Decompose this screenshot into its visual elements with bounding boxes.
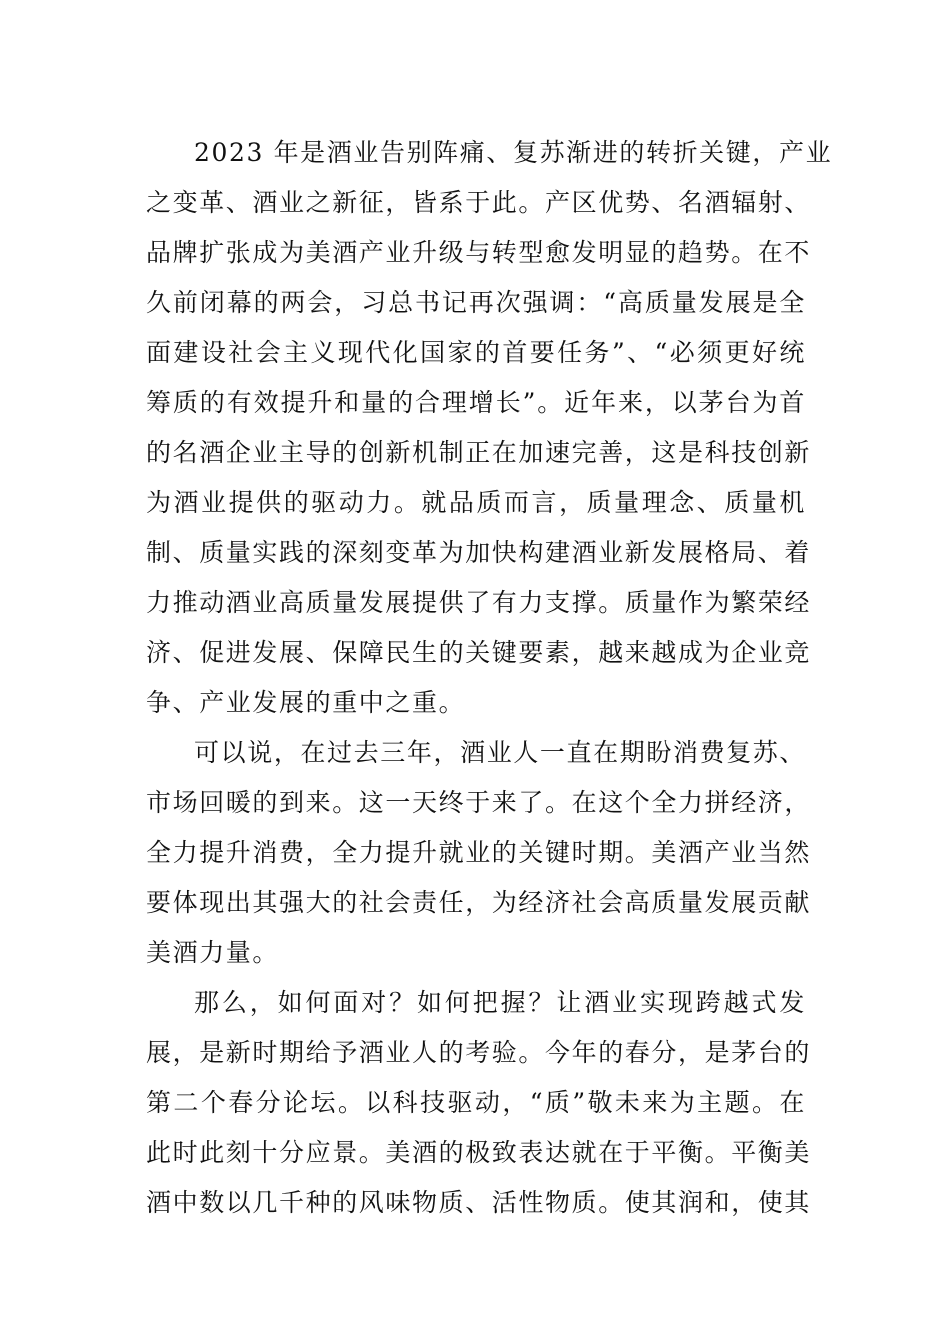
text-line: 全力提升消费，全力提升就业的关键时期。美酒产业当然 [146,838,812,867]
text-line: 要体现出其强大的社会责任，为经济社会高质量发展贡献 [146,888,812,917]
text-line: 制、质量实践的深刻变革为加快构建酒业新发展格局、着 [146,538,812,567]
paragraph-2 [146,728,812,978]
text-line: 之变革、酒业之新征，皆系于此。产区优势、名酒辐射、 [146,188,812,217]
text-line: 此时此刻十分应景。美酒的极致表达就在于平衡。平衡美 [146,1138,812,1167]
document-body [146,128,833,1228]
text-line: 2023 年是酒业告别阵痛、复苏渐进的转折关键，产业 [194,138,833,167]
text-line: 市场回暖的到来。这一天终于来了。在这个全力拼经济， [146,788,812,817]
text-line: 力推动酒业高质量发展提供了有力支撑。质量作为繁荣经 [146,588,812,617]
text-line: 酒中数以几千种的风味物质、活性物质。使其润和，使其 [146,1188,812,1217]
text-line: 久前闭幕的两会，习总书记再次强调：“高质量发展是全 [146,288,806,317]
text-line: 品牌扩张成为美酒产业升级与转型愈发明显的趋势。在不 [146,238,812,267]
text-line: 面建设社会主义现代化国家的首要任务”、“必须更好统 [146,338,806,367]
text-line: 展，是新时期给予酒业人的考验。今年的春分，是茅台的 [146,1038,812,1067]
text-line: 第二个春分论坛。以科技驱动，“质”敬未来为主题。在 [146,1088,806,1117]
text-line: 筹质的有效提升和量的合理增长”。近年来，以茅台为首 [146,388,806,417]
text-line: 争、产业发展的重中之重。 [146,688,466,717]
text-line: 的名酒企业主导的创新机制正在加速完善，这是科技创新 [146,438,812,467]
text-line: 为酒业提供的驱动力。就品质而言，质量理念、质量机 [146,488,806,517]
text-line: 美酒力量。 [146,938,280,967]
text-line: 济、促进发展、保障民生的关键要素，越来越成为企业竞 [146,638,812,667]
paragraph-3 [146,978,812,1228]
text-line: 那么，如何面对？如何把握？让酒业实现跨越式发 [194,988,806,1017]
paragraph-1 [146,128,833,728]
text-line: 可以说，在过去三年，酒业人一直在期盼消费复苏、 [194,738,806,767]
